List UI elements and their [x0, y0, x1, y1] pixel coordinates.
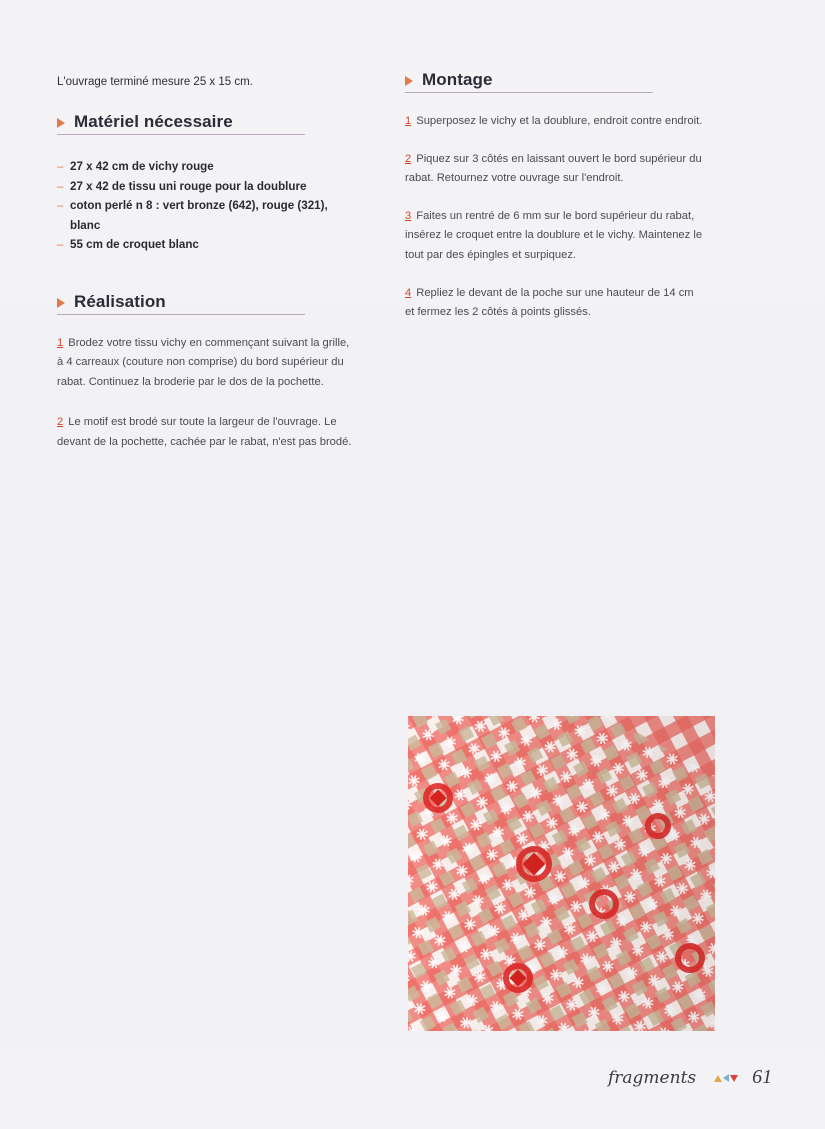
materiel-title: Matériel nécessaire — [74, 112, 233, 131]
montage-step-1: 1 Superposez le vichy et la doublure, endroit contre endroit. — [405, 115, 703, 127]
dash-icon: – — [57, 199, 64, 212]
list-item: – 27 x 42 de tissu uni rouge pour la doublure — [57, 177, 357, 197]
footer-arrows-icon — [714, 1073, 738, 1083]
montage-step-2: 2 Piquez sur 3 côtés en laissant ouvert le bord supérieur du rabat. Retournez votre ouvrage sur l'endroit. — [405, 152, 702, 185]
triangle-bullet-icon — [405, 76, 413, 86]
realisation-heading — [57, 292, 305, 315]
list-item: – 55 cm de croquet blanc — [57, 235, 357, 255]
magazine-brand: fragments — [608, 1068, 697, 1088]
dash-icon: – — [57, 238, 64, 251]
list-item: – 27 x 42 cm de vichy rouge — [57, 157, 357, 177]
montage-step-3: 3 Faites un rentré de 6 mm sur le bord supérieur du rabat, insérez le croquet entre la doublure et le vichy. Maintenez le tout par des épingles et surpiquez. — [405, 209, 703, 261]
right-column — [405, 70, 705, 323]
montage-heading — [405, 70, 653, 93]
montage-title: Montage — [422, 70, 493, 89]
realisation-title: Réalisation — [74, 291, 166, 311]
realisation-step-2: 2 Le motif est brodé sur toute la largeur de l'ouvrage. Le devant de la pochette, cachée par le rabat, n'est pas brodé. — [57, 416, 352, 448]
triangle-ornament-icon — [714, 1073, 738, 1083]
materiel-heading — [57, 112, 305, 135]
montage-step-4: 4 Repliez le devant de la poche sur une hauteur de 14 cm et fermez les 2 côtés à points glissés. — [405, 286, 694, 319]
page-footer — [608, 1066, 772, 1089]
page-number: 61 — [752, 1066, 773, 1088]
left-column — [57, 76, 357, 452]
intro-text: L'ouvrage terminé mesure 25 x 15 cm. — [57, 76, 253, 88]
materials-list — [57, 157, 357, 255]
dash-icon: – — [57, 179, 64, 193]
list-item: – coton perlé n 8 : vert bronze (642), rouge (321), blanc — [57, 196, 357, 235]
embroidery-photo — [408, 716, 715, 1031]
realisation-step-1: 1 Brodez votre tissu vichy en commençant suivant la grille, à 4 carreaux (couture non comprise) du bord supérieur du rabat. Continuez la broderie par le dos de la pochette. — [57, 336, 350, 388]
gingham-embroidery-image — [408, 716, 715, 1031]
dash-icon: – — [57, 160, 64, 173]
triangle-bullet-icon — [57, 118, 65, 128]
triangle-bullet-icon — [57, 298, 65, 308]
